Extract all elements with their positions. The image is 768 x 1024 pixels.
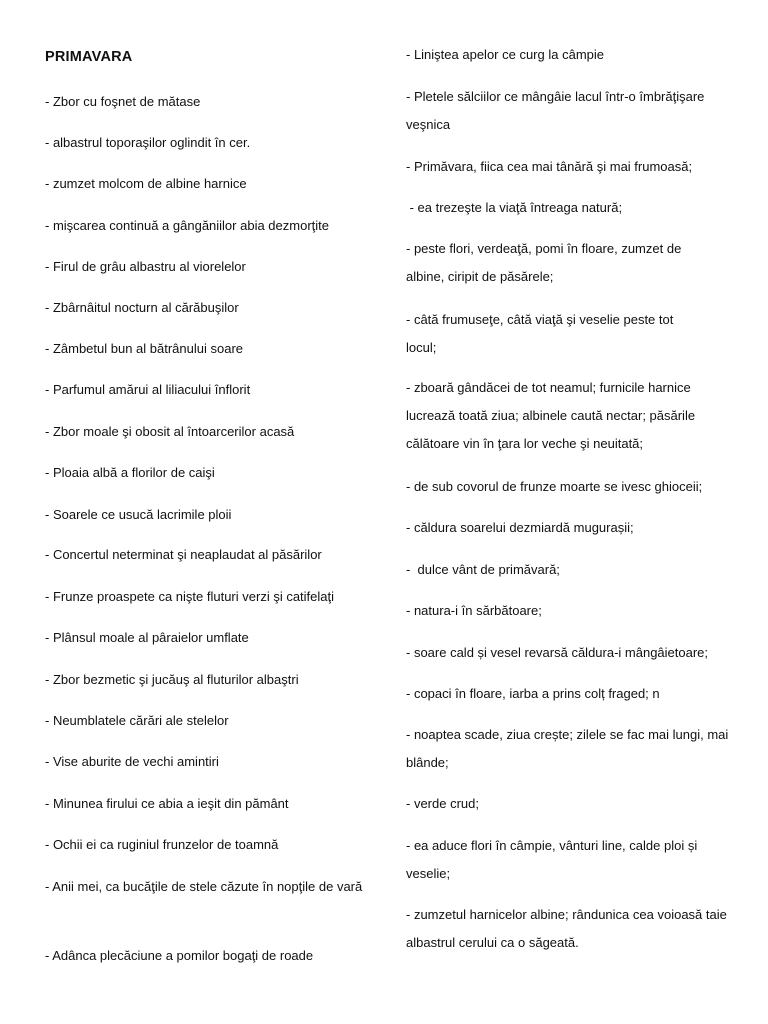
list-item: - zumzetul harnicelor albine; rândunica cea voioasă taie albastrul cerului ca o săgeată. — [406, 907, 727, 950]
list-item: - copaci în floare, iarba a prins colț fraged; n — [406, 686, 660, 701]
list-item: - Zbor moale şi obosit al întoarcerilor acasă — [45, 424, 295, 439]
list-item: - Anii mei, ca bucăţile de stele căzute în nopţile de vară — [45, 879, 363, 894]
list-item: - soare cald și vesel revarsă căldura-i mângâietoare; — [406, 645, 709, 660]
page-title: PRIMAVARA — [45, 49, 133, 65]
list-item: - zboară gândăcei de tot neamul; furnicile harnice lucrează toată ziua; albinele caută nectar; păsările călătoare vin în ţara lor veche şi neuitată; — [406, 380, 696, 451]
list-item: - Vise aburite de vechi amintiri — [45, 754, 219, 769]
list-item: - verde crud; — [406, 796, 479, 811]
list-item: - căldura soarelui dezmiardă mugurașii; — [406, 520, 634, 535]
list-item: - Ploaia albă a florilor de caişi — [45, 465, 215, 480]
list-item: - ea aduce flori în câmpie, vânturi line, calde ploi și veselie; — [406, 838, 698, 881]
list-item: - Neumblatele cărări ale stelelor — [45, 713, 229, 728]
list-item: - Zbor cu foşnet de mătase — [45, 94, 201, 109]
list-item: - natura-i în sărbătoare; — [406, 603, 542, 618]
list-item: - Plânsul moale al pâraielor umflate — [45, 630, 249, 645]
list-item: - Liniştea apelor ce curg la câmpie — [406, 47, 604, 62]
list-item: - Parfumul amărui al liliacului înflorit — [45, 382, 251, 397]
list-item: - de sub covorul de frunze moarte se ivesc ghioceii; — [406, 479, 703, 494]
list-item: - Soarele ce usucă lacrimile ploii — [45, 507, 232, 522]
list-item: - Pletele sălciilor ce mângâie lacul într-o îmbrăţişare veşnica — [406, 89, 705, 132]
list-item: - câtă frumuseţe, câtă viaţă şi veselie peste tot locul; — [406, 312, 674, 355]
list-item: - Firul de grâu albastru al viorelelor — [45, 259, 246, 274]
list-item: - mişcarea continuă a gângăniilor abia dezmorţite — [45, 218, 329, 233]
list-item: - peste flori, verdeaţă, pomi în floare, zumzet de albine, ciripit de păsărele; — [406, 241, 682, 284]
list-item: - Zbârnâitul nocturn al cărăbuşilor — [45, 300, 239, 315]
list-item: - zumzet molcom de albine harnice — [45, 176, 247, 191]
list-item: - Frunze proaspete ca nişte fluturi verzi şi catifelaţi — [45, 589, 335, 604]
list-item: - Concertul neterminat şi neaplaudat al păsărilor — [45, 547, 322, 562]
list-item: - Primăvara, fiica cea mai tânără şi mai frumoasă; — [406, 159, 693, 174]
list-item: - Adânca plecăciune a pomilor bogaţi de roade — [45, 948, 314, 963]
list-item: - Zâmbetul bun al bătrânului soare — [45, 341, 244, 356]
list-item: - Minunea firului ce abia a ieşit din pământ — [45, 796, 289, 811]
list-item: - dulce vânt de primăvară; — [406, 562, 560, 577]
list-item: - noaptea scade, ziua crește; zilele se fac mai lungi, mai blânde; — [406, 727, 729, 770]
list-item: - ea trezeşte la viaţă întreaga natură; — [406, 200, 623, 215]
list-item: - Zbor bezmetic şi jucăuş al fluturilor albaştri — [45, 672, 299, 687]
list-item: - albastrul toporaşilor oglindit în cer. — [45, 135, 251, 150]
list-item: - Ochii ei ca ruginiul frunzelor de toamnă — [45, 837, 279, 852]
